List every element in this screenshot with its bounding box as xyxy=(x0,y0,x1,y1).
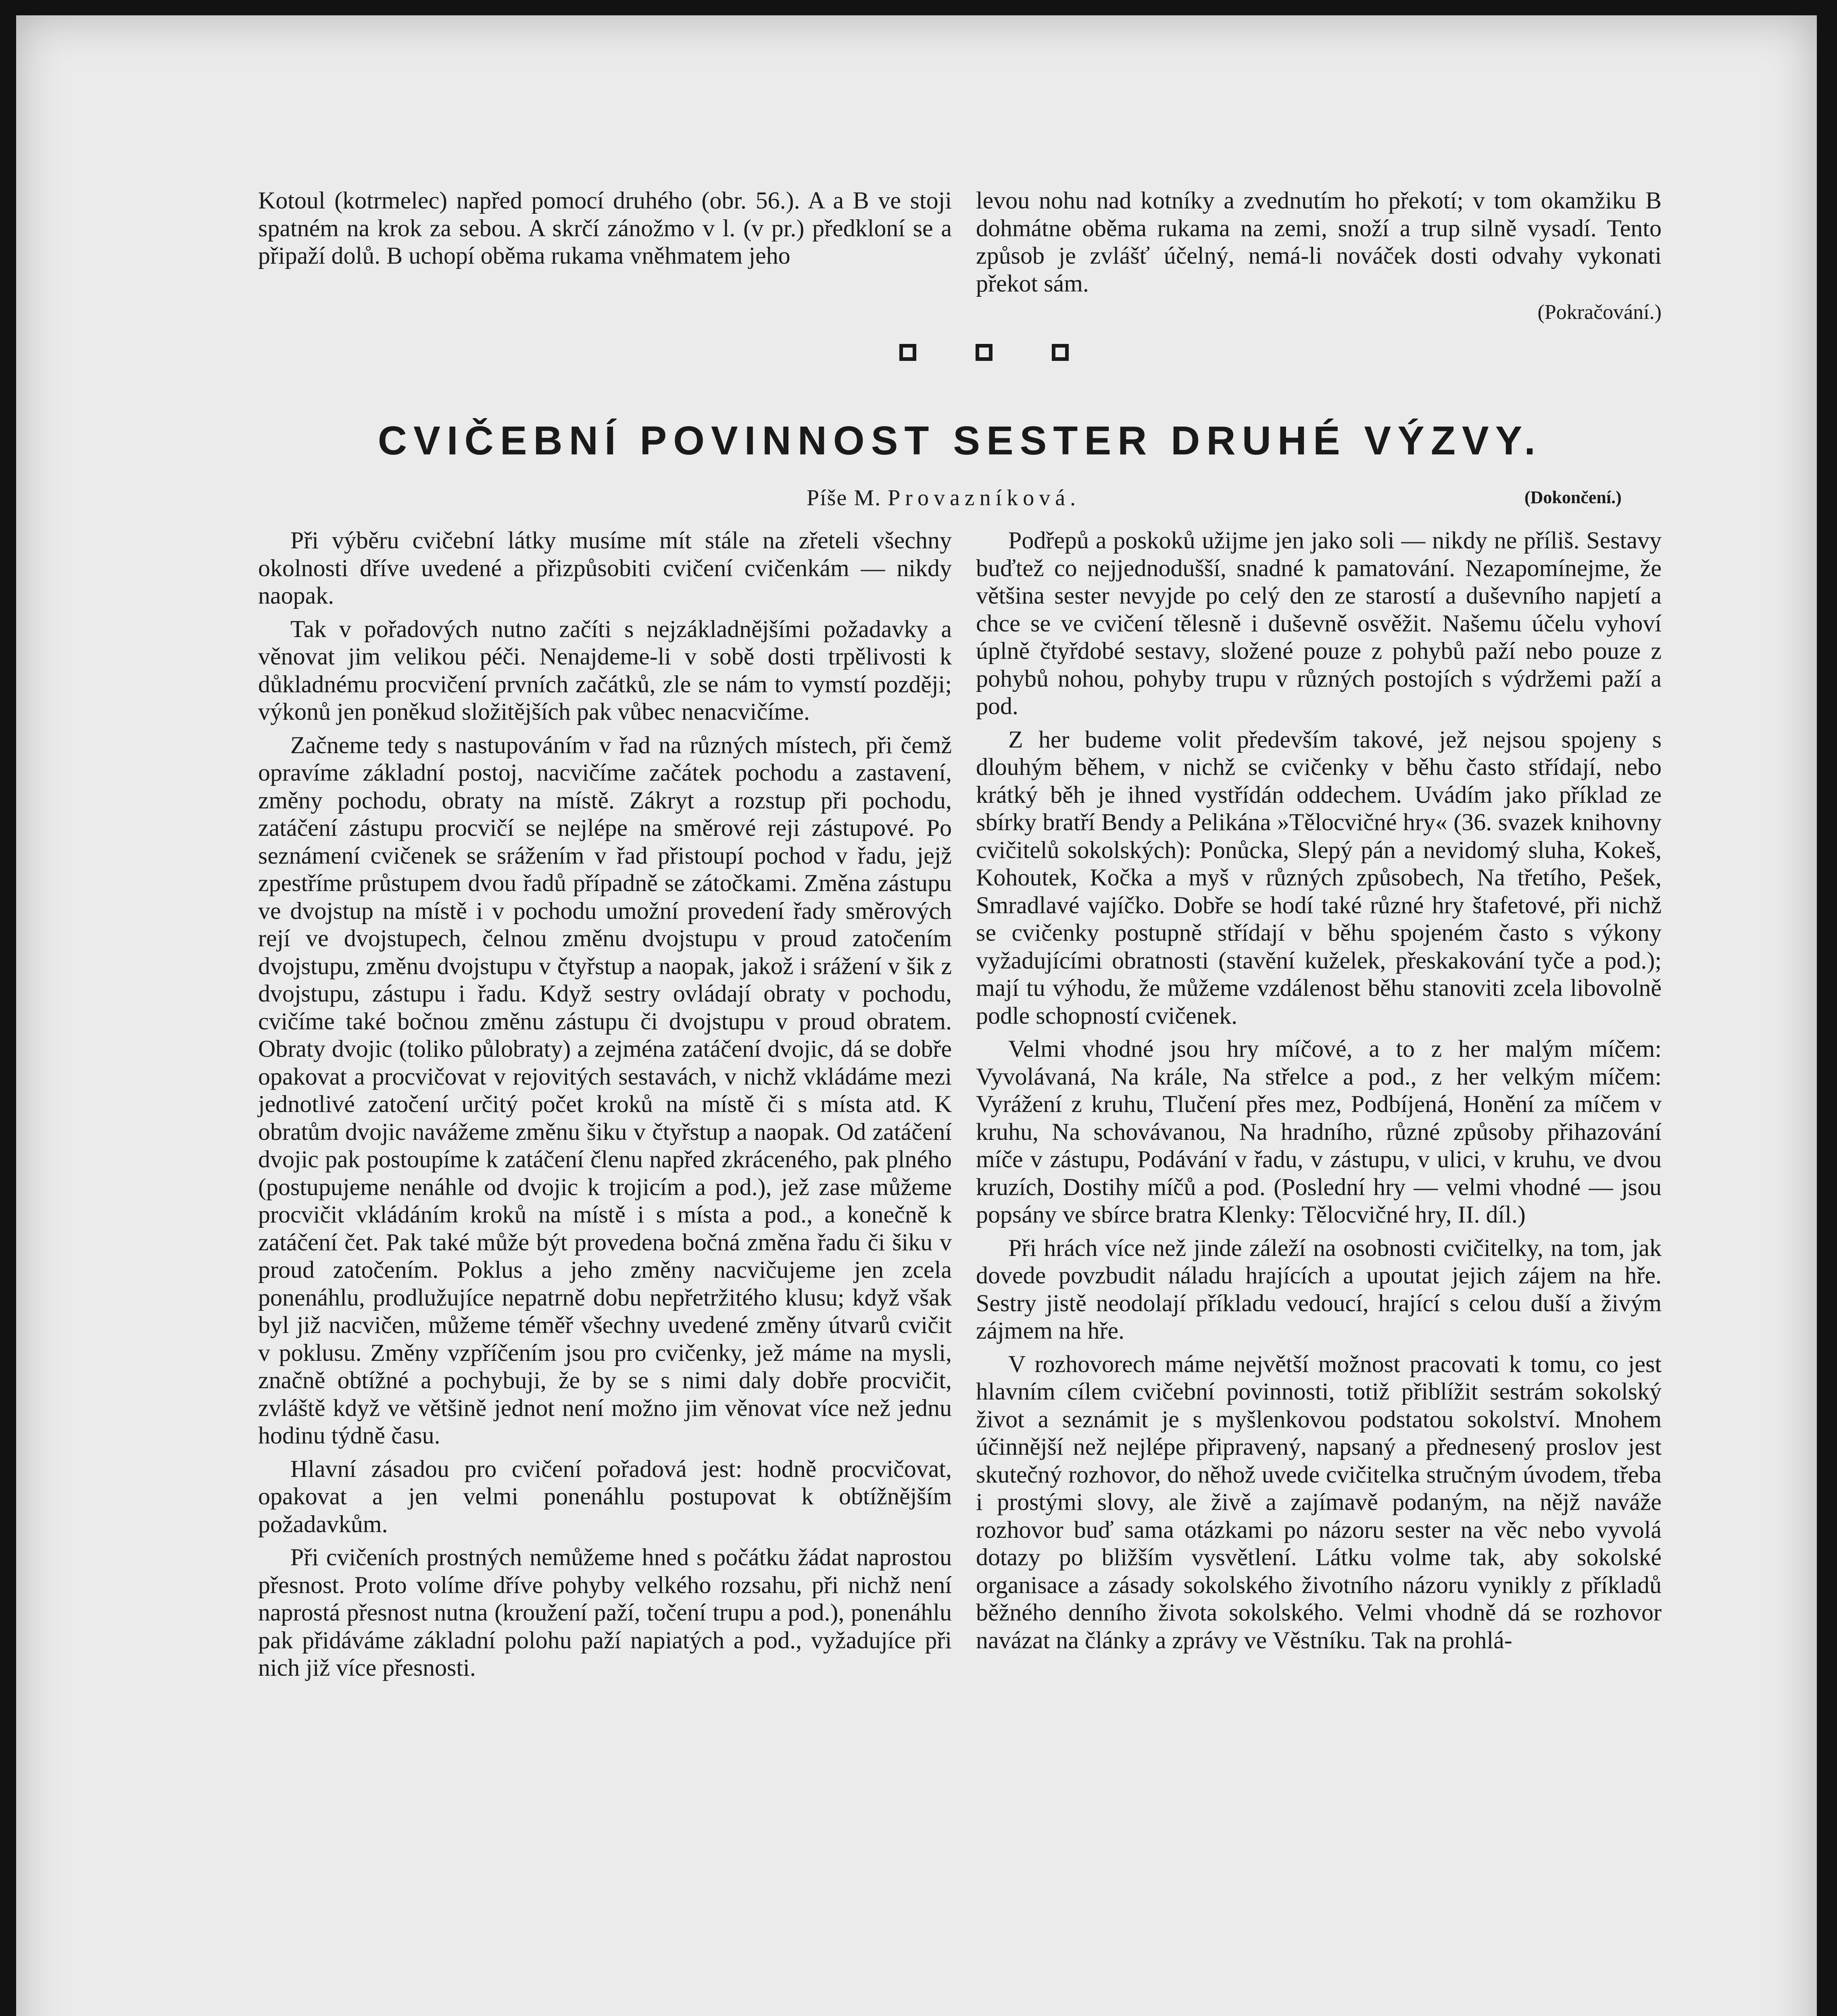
paragraph: Při hrách více než jinde záleží na osobnosti cvičitelky, na tom, jak dovede povzbudit náladu hrajících a upoutat jejich zájem na hře. Sestry jistě neodolají příkladu vedoucí, hrající s celou duší a živým zájmem na hře. xyxy=(976,1234,1662,1344)
top-left-column xyxy=(258,187,952,270)
paragraph: Při výběru cvičební látky musíme mít stále na zřeteli všechny okolnosti dříve uvedené a přizpůsobiti cvičení cvičenkám — nikdy naopak. xyxy=(258,527,952,609)
paragraph: V rozhovorech máme největší možnost pracovati k tomu, co jest hlavním cílem cvičební povinnosti, totiž přiblížit sestrám sokolský život a seznámit je s myšlenkovou podstatou sokolství. Mnohem účinnější než nejlépe připravený, napsaný a přednesený proslov jest skutečný rozhovor, do něhož uvede cvičitelka stručným úvodem, třeba i prostými slovy, ale živě a zajímavě podaným, na nějž naváže rozhovor buď sama otázkami po názoru sester na věc nebo vyvolá dotazy po bližším vysvětlení. Látku volme tak, aby sokolské organisace a zásady sokolského životního názoru vynikly z příkladů běžného denního života sokolského. Velmi vhodně dá se rozhovor navázat na články a zprávy ve Věstníku. Tak na prohlá- xyxy=(976,1350,1662,1654)
top-left-text: Kotoul (kotrmelec) napřed pomocí druhého (obr. 56.). A a B ve stoji spatném na krok za sebou. A skrčí zánožmo v l. (v pr.) předkloní se a připaží dolů. B uchopí oběma rukama vněhmatem jeho xyxy=(258,187,952,269)
top-right-column xyxy=(976,187,1662,327)
paragraph: Při cvičeních prostných nemůžeme hned s počátku žádat naprostou přesnost. Proto volíme dříve pohyby velkého rozsahu, při nichž není naprostá přesnost nutna (kroužení paží, točení trupu a pod.), ponenáhlu pak přidáváme základní polohu paží napiatých a pod., vyžadujíce při nich již více přesnosti. xyxy=(258,1544,952,1681)
paragraph: Hlavní zásadou pro cvičení pořadová jest: hodně procvičovat, opakovat a jen velmi ponenáhlu postupovat k obtížnějším požadavkům. xyxy=(258,1455,952,1537)
square-icon xyxy=(1052,344,1069,361)
paragraph: Podřepů a poskoků užijme jen jako soli — nikdy ne příliš. Sestavy buďtež co nejjednodušší, snadné k pamatování. Nezapomínejme, že většina sester nevyjde po celý den ze starostí a duševního napjetí a chce se ve cvičení tělesně i duševně osvěžit. Našemu účelu vyhoví úplně čtyřdobé sestavy, složené pouze z pohybů paží nebo pouze z pohybů nohou, pohyby trupu v různých postojích s výdržemi paží a pod. xyxy=(976,527,1662,719)
byline-author: Provazníková. xyxy=(888,485,1081,510)
byline xyxy=(807,485,1080,511)
paragraph: Začneme tedy s nastupováním v řad na různých místech, při čemž opravíme základní postoj, nacvičíme začátek pochodu a zastavení, změny pochodu, obraty na místě. Zákryt a rozstup při pochodu, zatáčení zástupu procvičí se nejlépe na směrové reji zástupové. Po seznámení cvičenek se srážením v řad přistoupí pochod v řadu, jejž zpestříme průstupem dvou řadů případně se zátočkami. Změna zástupu ve dvojstup na místě i v pochodu umožní provedení řady směrových rejí ve dvojstupech, čelnou změnu dvojstupu v proud zatočením dvojstupu, změnu dvojstupu v čtyřstup a naopak, jakož i srážení v šik z dvojstupu, zástupu i řadu. Když sestry ovládají obraty v pochodu, cvičíme také bočnou změnu zástupu či dvojstupu v proud obratem. Obraty dvojic (toliko půlobraty) a zejména zatáčení dvojic, dá se dobře opakovat a procvičovat v rejovitých sestavách, v nichž vkládáme mezi jednotlivé zatočení určitý počet kroků na místě či s místa atd. K obratům dvojic navážeme změnu šiku v čtyřstup a naopak. Od zatáčení dvojic pak postoupíme k zatáčení členu napřed zkráceného, pak plného (postupujeme nenáhle od dvojic k trojicím a pod.), jež zase můžeme procvičit vkládáním kroků na místě i s místa a pod., a konečně k zatáčení čet. Pak také může být provedena bočná změna řadu či šiku v proud zatočením. Poklus a jeho změny nacvičujeme jen zcela ponenáhlu, prodlužujíce nepatrně dobu nepřetržitého klusu; když však byl již nacvičen, můžeme téměř všechny uvedené změny útvarů cvičit v poklusu. Změny vzpříčením jsou pro cvičenky, jež máme na mysli, značně obtížné a pochybuji, že by se s nimi daly dobře procvičit, zvláště když ve většině jednot není možno jim věnovat více než jednu hodinu týdně času. xyxy=(258,731,952,1449)
article-title: CVIČEBNÍ POVINNOST SESTER DRUHÉ VÝZVY. xyxy=(377,418,1542,463)
byline-prefix: Píše M. xyxy=(807,485,882,510)
paragraph: Tak v pořadových nutno začíti s nejzákladnějšími požadavky a věnovat jim velikou péči. Nenajdeme-li v sobě dosti trpělivosti k důkladnému procvičení prvních začátků, zle se nám to vymstí později; výkonů jen poněkud složitějších pak vůbec nenacvičíme. xyxy=(258,615,952,725)
paragraph: Z her budeme volit především takové, jež nejsou spojeny s dlouhým během, v nichž se cvičenky v běhu často střídají, nebo krátký běh je ihned vystřídán oddechem. Uvádím jako příklad ze sbírky bratří Bendy a Pelikána »Tělocvičné hry« (36. svazek knihovny cvičitelů sokolských): Ponůcka, Slepý pán a nevidomý sluha, Kokeš, Kohoutek, Kočka a myš v různých způsobech, Na třetího, Pešek, Smradlavé vajíčko. Dobře se hodí také různé hry štafetové, při nichž se cvičenky postupně střídají v běhu spojeném často s výkony vyžadujícími obratnosti (stavění kuželek, přeskakování tyče a pod.); mají tu výhodu, že můžeme vzdálenost běhu stanoviti zcela libovolně podle schopností cvičenek. xyxy=(976,726,1662,1029)
section-divider xyxy=(899,344,1069,361)
right-column xyxy=(976,527,1662,1654)
square-icon xyxy=(899,344,916,361)
square-icon xyxy=(976,344,993,361)
continuation-note: (Pokračování.) xyxy=(1537,301,1662,324)
top-right-text: levou nohu nad kotníky a zvednutím ho překotí; v tom okamžiku B dohmátne oběma rukama na zemi, snoží a trup silně vysadí. Tento způsob je zvlášť účelný, nemá-li nováček dosti odvahy vykonati překot sám. xyxy=(976,187,1662,297)
article-status: (Dokončení.) xyxy=(1524,487,1622,507)
left-column xyxy=(258,527,952,1682)
page xyxy=(16,15,1817,2016)
paragraph: Velmi vhodné jsou hry míčové, a to z her malým míčem: Vyvolávaná, Na krále, Na střelce a pod., z her velkým míčem: Vyrážení z kruhu, Tlučení přes mez, Podbíjená, Honění za míčem v kruhu, Na schovávanou, Na hradního, různé způsoby přihazování míče v zástupu, Podávání v řadu, v zástupu, v ulici, v kruhu, ve dvou kruzích, Dostihy míčů a pod. (Poslední hry — velmi vhodné — jsou popsány ve sbírce bratra Klenky: Tělocvičné hry, II. díl.) xyxy=(976,1035,1662,1228)
